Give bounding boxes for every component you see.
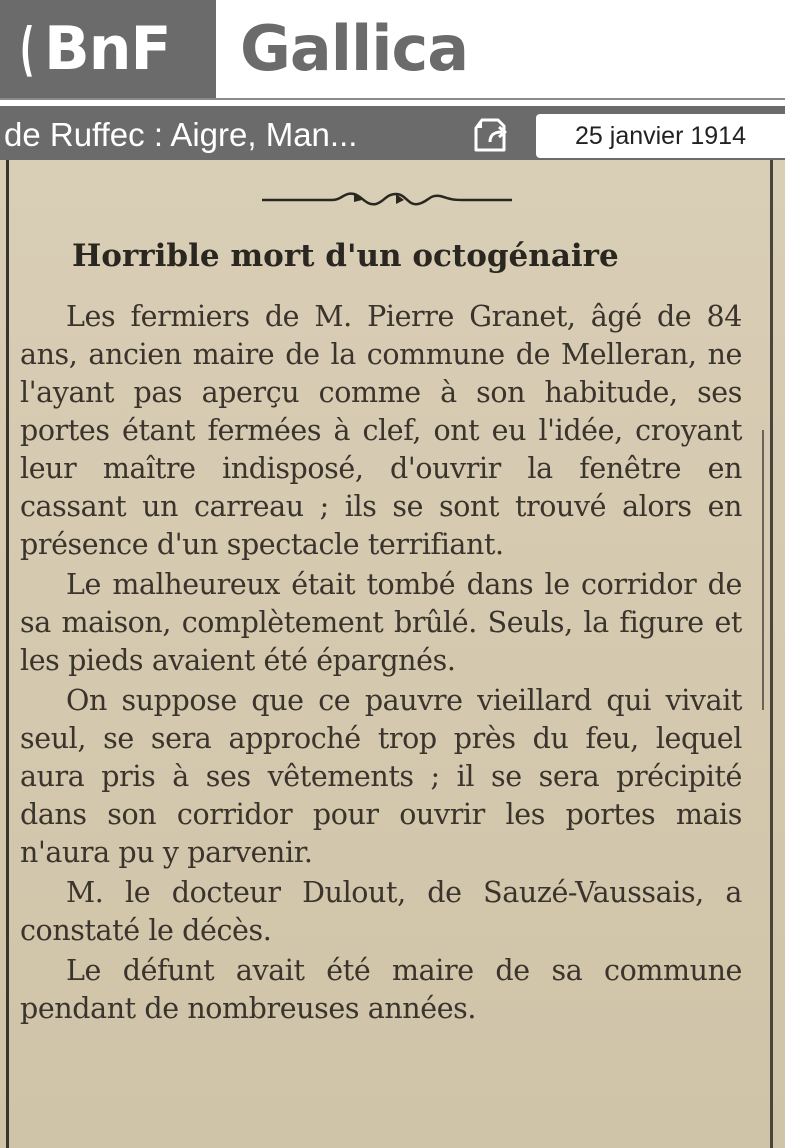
article-paragraph: On suppose que ce pauvre vieillard qui vivait seul, se sera approché trop près du feu, lequel aura pris à ses vêtements ; il se sera précipité dans son corridor pour ouvrir les portes mais n'aura pu y parvenir. [20,684,742,869]
header [0,0,785,100]
newspaper-page[interactable] [0,160,785,1148]
article-body [20,298,742,1030]
article-headline: Horrible mort d'un octogénaire [72,238,619,274]
article-paragraph: Le défunt avait été maire de sa commune pendant de nombreuses années. [20,954,742,1025]
brand-bracket: ( [19,15,35,83]
article-paragraph: M. le docteur Dulout, de Sauzé-Vaussais, a constaté le décès. [20,876,742,947]
share-button[interactable] [470,116,512,156]
share-icon [470,116,512,156]
article-paragraph: Le malheureux était tombé dans le corridor de sa maison, complètement brûlé. Seuls, la figure et les pieds avaient été épargnés. [20,568,742,677]
column-rule-right-inner [762,430,764,710]
app-title[interactable]: Gallica [240,12,469,85]
ornament-divider [262,188,512,212]
column-rule-right [770,160,773,1148]
column-rule-left [6,160,9,1148]
brand-name: BnF [44,14,171,84]
issue-date[interactable]: 25 janvier 1914 [536,114,785,158]
article-paragraph: Les fermiers de M. Pierre Granet, âgé de 84 ans, ancien maire de la commune de Melleran, ne l'ayant pas aperçu comme à son habitude, ses portes étant fermées à clef, ont eu l'idée, croyant leur maître indisposé, d'ouvrir la fenêtre en cassant un carreau ; ils se sont trouvé alors en présence d'un spectacle terrifiant. [20,300,742,561]
document-title[interactable]: de Ruffec : Aigre, Man... [4,116,358,153]
bnf-logo[interactable] [0,0,216,98]
document-bar [0,100,785,160]
